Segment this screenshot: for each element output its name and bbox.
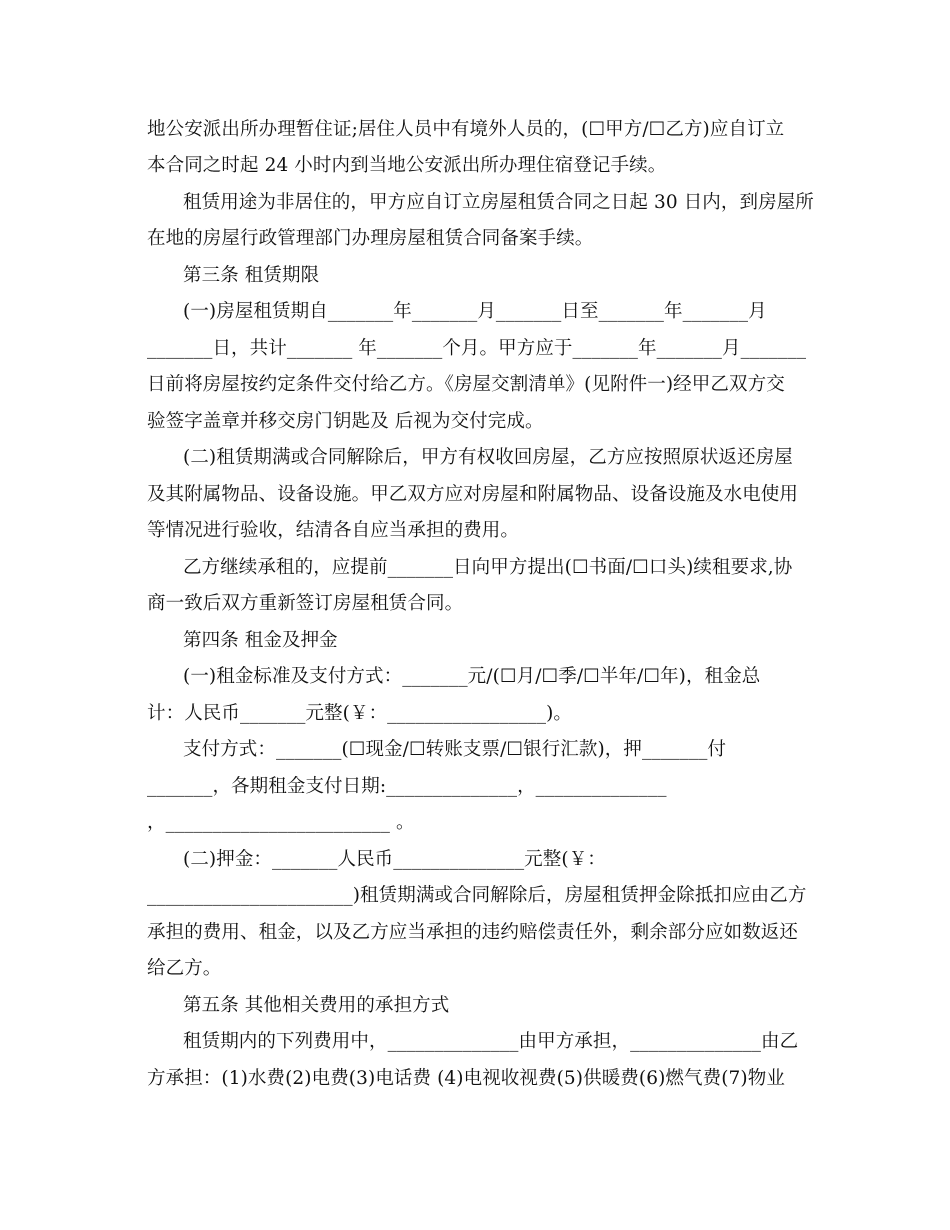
text-line: 商一致后双方重新签订房屋租赁合同。 — [147, 593, 464, 614]
paragraph-line: (一)房屋租赁期自_______年_______月_______日至_______年_______月 — [183, 301, 767, 322]
paragraph-line: (一)租金标准及支付方式：_______元/(☐月/☐季/☐半年/☐年)，租金总 — [183, 666, 761, 687]
text-line: 计：人民币_______元整(￥：_________________)。 — [147, 703, 573, 724]
paragraph-line: 支付方式：_______(☐现金/☐转账支票/☐银行汇款)，押_______付 — [183, 739, 727, 760]
text-line: 等情况进行验收，结清各自应当承担的费用。 — [147, 520, 520, 541]
text-line: 验签字盖章并移交房门钥匙及 后视为交付完成。 — [147, 411, 544, 432]
section-heading-3: 第三条 租赁期限 — [183, 265, 320, 286]
paragraph-line: (二)押金：_______人民币______________元整(￥： — [183, 849, 606, 870]
text-line: 在地的房屋行政管理部门办理房屋租赁合同备案手续。 — [147, 228, 594, 249]
text-line: 本合同之时起 24 小时内到当地公安派出所办理住宿登记手续。 — [147, 155, 667, 176]
paragraph-line: (二)租赁期满或合同解除后，甲方有权收回房屋，乙方应按照原状返还房屋 — [183, 447, 793, 468]
section-heading-4: 第四条 租金及押金 — [183, 630, 338, 651]
text-line: 方承担：(1)水费(2)电费(3)电话费 (4)电视收视费(5)供暖费(6)燃气费(7)物业 — [147, 1068, 785, 1089]
text-line: _______，各期租金支付日期:______________，______________ — [147, 776, 667, 797]
text-line: 及其附属物品、设备设施。甲乙双方应对房屋和附属物品、设备设施及水电使用 — [147, 484, 799, 505]
text-line: _______日，共计_______ 年_______个月。甲方应于_______年_______月_______ — [147, 338, 807, 359]
paragraph-line: 租赁期内的下列费用中，______________由甲方承担，______________由乙 — [183, 1031, 799, 1052]
section-heading-5: 第五条 其他相关费用的承担方式 — [183, 995, 450, 1016]
text-line: 承担的费用、租金，以及乙方应当承担的违约赔偿责任外，剩余部分应如数返还 — [147, 922, 799, 943]
paragraph-line: 乙方继续承租的，应提前_______日向甲方提出(☐书面/☐口头)续租要求,协 — [183, 557, 793, 578]
text-line: ______________________)租赁期满或合同解除后，房屋租赁押金除抵扣应由乙方 — [147, 885, 807, 906]
paragraph-line: 租赁用途为非居住的，甲方应自订立房屋租赁合同之日起 30 日内，到房屋所 — [183, 192, 814, 213]
text-line: 日前将房屋按约定条件交付给乙方。《房屋交割清单》(见附件一)经甲乙双方交 — [147, 374, 785, 395]
text-line: 给乙方。 — [147, 958, 222, 979]
text-line: ，________________________ 。 — [147, 812, 415, 833]
text-line: 地公安派出所办理暂住证;居住人员中有境外人员的，(☐甲方/☐乙方)应自订立 — [147, 119, 785, 140]
